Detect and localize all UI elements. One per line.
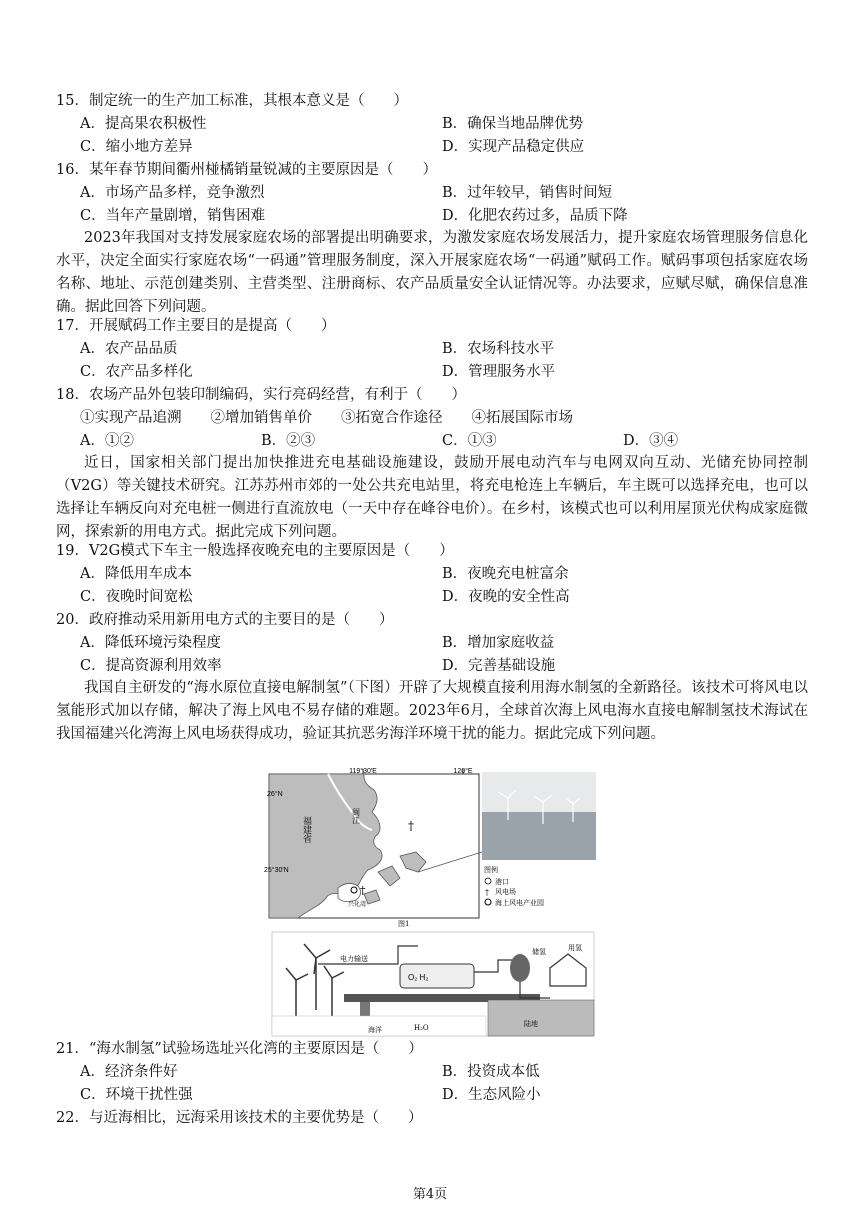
q19-option-c: C．夜晚时间宽松: [80, 589, 193, 605]
q17-stem: 17．开展赋码工作主要目的是提高（ ）: [56, 318, 336, 334]
legend-wind-icon: †: [485, 888, 489, 897]
q21-option-b: B．投资成本低: [442, 1064, 540, 1080]
province-label: 福建省: [301, 816, 311, 843]
photo-sea: [482, 812, 596, 860]
q19-option-a: A．降低用车成本: [80, 566, 192, 582]
storage-label: 储氢: [532, 948, 546, 956]
q15-stem: 15．制定统一的生产加工标准，其根本意义是（ ）: [56, 93, 408, 109]
q16-option-a: A．市场产品多样，竞争激烈: [80, 185, 265, 201]
q20-option-d: D．完善基础设施: [442, 658, 556, 674]
q16-stem: 16．某年春节期间衢州椪橘销量锐减的主要原因是（ ）: [56, 162, 437, 178]
lon2-label: 120°E: [453, 768, 473, 775]
q22-stem: 22．与近海相比，远海采用该技术的主要优势是（ ）: [56, 1110, 423, 1126]
wind-farm-icon-2: †: [360, 884, 366, 897]
cell-label: O₂ H₂: [408, 973, 429, 982]
q19-stem: 19．V2G模式下车主一般选择夜晚充电的主要原因是（ ）: [56, 543, 454, 559]
legend-wind: 风电场: [495, 888, 516, 896]
q15-option-c: C．缩小地方差异: [80, 139, 193, 155]
power-label: 电力输送: [340, 955, 368, 963]
legend-park: 海上风电产业园: [495, 899, 544, 907]
storage-tank: [510, 954, 530, 982]
lat2-label: 25°30′N: [264, 867, 289, 874]
figure-caption: 图1: [398, 920, 410, 928]
q18-option-d: D．③④: [623, 433, 679, 449]
q17-option-a: A．农产品品质: [80, 341, 178, 357]
land-area: [488, 1000, 594, 1036]
q16-option-d: D．化肥农药过多，品质下降: [442, 208, 628, 224]
q18-stem: 18．农场产品外包装印制编码，实行亮码经营，有利于（ ）: [56, 387, 466, 403]
q16-option-b: B．过年较早，销售时间短: [442, 185, 613, 201]
passage-family-farm: 2023年我国对支持发展家庭农场的部署提出明确要求，为激发家庭农场发展活力，提升家庭农场管理服务信息化水平，决定全面实行家庭农场“一码通”管理服务制度，深入开展家庭农场“一码通”赋码工作。赋码事项包括家庭农场名称、地址、示范创建类别、主营类型、注册商标、农产品质量安全认证情况等。办法要求，应赋尽赋，确保信息准确。据此回答下列问题。: [56, 230, 808, 315]
q21-option-c: C．环境干扰性强: [80, 1087, 193, 1103]
q21-option-d: D．生态风险小: [442, 1087, 541, 1103]
platform-leg-1: [360, 1002, 370, 1016]
q18-option-c: C．①③: [442, 433, 497, 449]
q20-stem: 20．政府推动采用新用电方式的主要目的是（ ）: [56, 612, 394, 628]
lat1-label: 26°N: [267, 791, 283, 798]
hydrogen-figure: [264, 768, 598, 1038]
q17-option-c: C．农产品多样化: [80, 364, 193, 380]
passage-v2g: 近日，国家相关部门提出加快推进充电基础设施建设，鼓励开展电动汽车与电网双向互动、光储充协同控制（V2G）等关键技术研究。江苏苏州市郊的一处公共充电站里，将充电枪连上车辆后，车主既可以选择充电，也可以选择让车辆反向对充电桩一侧进行直流放电（一天中存在峰谷电价）。在乡村，该模式也可以利用屋顶光伏构成家庭微网，探索新的用电方式。据此完成下列问题。: [56, 455, 808, 540]
q17-option-d: D．管理服务水平: [442, 364, 556, 380]
xinghua-bay-water: [338, 883, 361, 901]
legend-park-icon: [485, 899, 491, 905]
bay-label: 兴化湾: [348, 901, 367, 908]
q18-option-a: A．①②: [80, 433, 134, 449]
q15-option-d: D．实现产品稳定供应: [442, 139, 585, 155]
legend-title: 图例: [484, 866, 498, 874]
legend-port: 港口: [495, 878, 509, 886]
q15-option-b: B．确保当地品牌优势: [442, 116, 584, 132]
wind-farm-icon: †: [408, 819, 414, 833]
q16-option-c: C．当年产量剧增，销售困难: [80, 208, 266, 224]
page-number: 第4页: [412, 1187, 448, 1202]
river-label: 闽江: [351, 808, 361, 824]
q18-items: ①实现产品追溯 ②增加销售单价 ③拓宽合作途径 ④拓展国际市场: [80, 410, 573, 426]
q15-option-a: A．提高果农积极性: [80, 116, 207, 132]
q20-option-c: C．提高资源利用效率: [80, 658, 222, 674]
water-label: H₂O: [414, 1024, 429, 1032]
q20-option-b: B．增加家庭收益: [442, 635, 555, 651]
q21-stem: 21．“海水制氢”试验场选址兴化湾的主要原因是（ ）: [56, 1041, 423, 1057]
use-label: 用氢: [568, 944, 582, 952]
legend-port-icon: [485, 878, 491, 884]
q18-option-b: B．②③: [261, 433, 316, 449]
q19-option-b: B．夜晚充电桩富余: [442, 566, 569, 582]
q17-option-b: B．农场科技水平: [442, 341, 555, 357]
land-label: 陆地: [524, 1020, 538, 1028]
ocean-label: 海洋: [368, 1026, 382, 1034]
q21-option-a: A．经济条件好: [80, 1064, 178, 1080]
q19-option-d: D．夜晚的安全性高: [442, 589, 570, 605]
lon1-label: 119°30′E: [349, 768, 377, 775]
q20-option-a: A．降低环境污染程度: [80, 635, 221, 651]
passage-hydrogen: 我国自主研发的“海水原位直接电解制氢”（下图）开辟了大规模直接利用海水制氢的全新路径。该技术可将风电以氢能形式加以存储，解决了海上风电不易存储的难题。2023年6月，全球首次海上风电海水直接电解制氢技术海试在我国福建兴化湾海上风电场获得成功，验证其抗恶劣海洋环境干扰的能力。据此完成下列问题。: [56, 680, 808, 742]
